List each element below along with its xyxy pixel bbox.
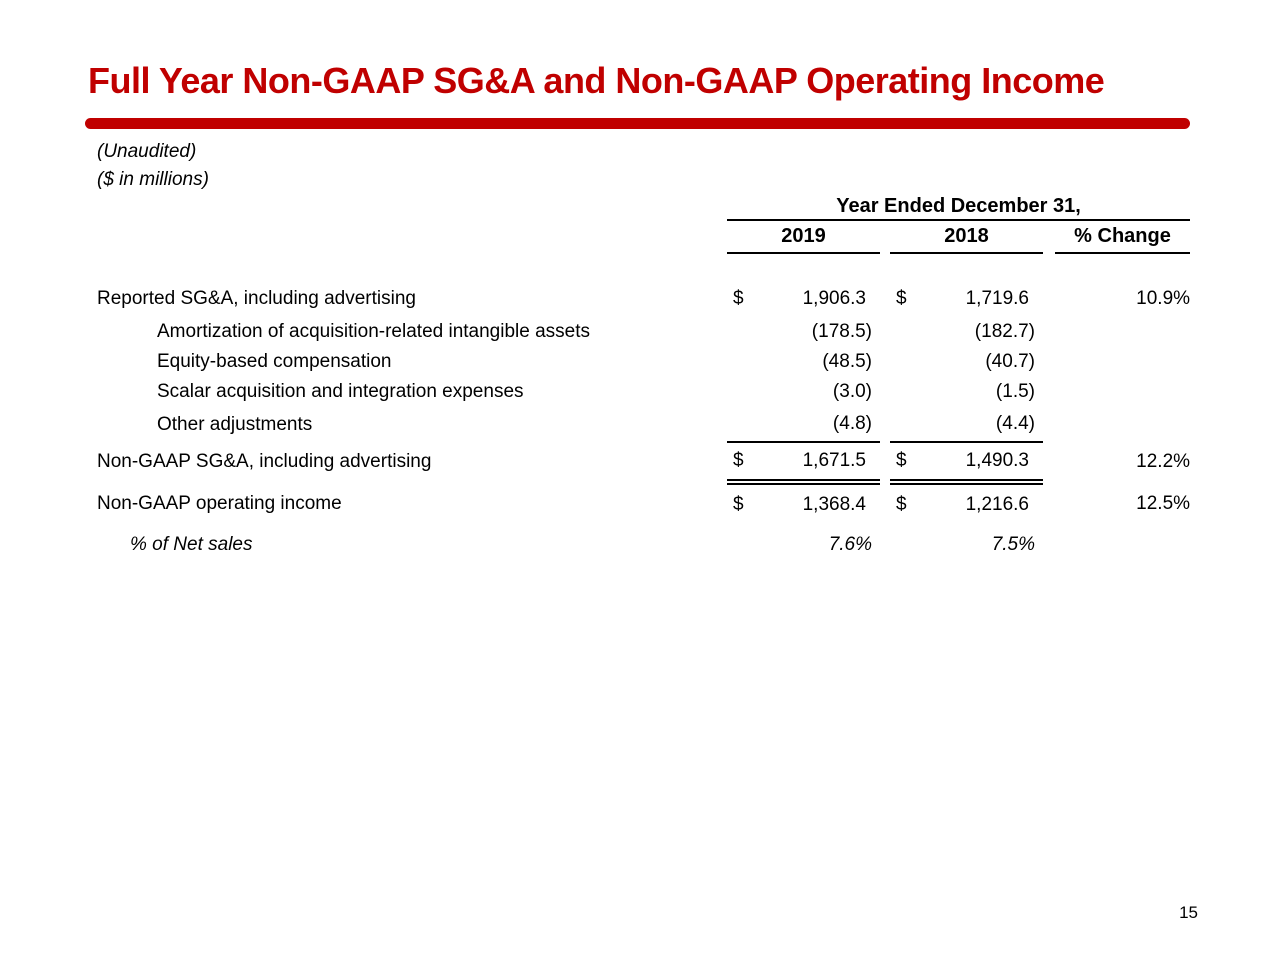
- value-2018: (1.5): [995, 381, 1035, 402]
- column-gap: [880, 282, 890, 316]
- change-cell: [1055, 525, 1190, 565]
- table-row-total: [97, 442, 1190, 482]
- value-cell-2019: [727, 377, 880, 407]
- change-cell: 12.2%: [1136, 451, 1191, 472]
- value-2019: 1,906.3: [802, 288, 866, 309]
- table-row: [97, 282, 1190, 316]
- column-gap: [1043, 282, 1055, 316]
- value-cell-2019: [727, 282, 880, 316]
- value-2018: (4.4): [995, 413, 1035, 434]
- table-row: [97, 407, 1190, 442]
- value-cell-2019: [727, 482, 880, 525]
- value-2018: 1,719.6: [965, 288, 1029, 309]
- currency-symbol: $: [896, 494, 907, 515]
- column-gap: [880, 442, 890, 482]
- value-2019: 7.6%: [828, 534, 872, 555]
- column-gap: [1043, 347, 1055, 377]
- change-cell: [1055, 407, 1190, 442]
- value-cell-2018: [890, 347, 1043, 377]
- value-2018: (40.7): [985, 351, 1035, 372]
- column-gap: [880, 316, 890, 347]
- column-header-row: [97, 220, 1190, 253]
- column-gap: [880, 377, 890, 407]
- page-number: 15: [1179, 903, 1198, 922]
- financial-table: [97, 193, 1190, 565]
- value-cell-2019: [727, 525, 880, 565]
- column-gap: [880, 220, 890, 253]
- value-2018: 7.5%: [991, 534, 1035, 555]
- column-gap: [880, 347, 890, 377]
- value-cell-2019: [727, 407, 880, 442]
- value-cell-2019: [727, 316, 880, 347]
- column-gap: [1043, 316, 1055, 347]
- units-note: ($ in millions): [97, 169, 209, 190]
- spacer-row: [97, 253, 1190, 282]
- col-header-change: % Change: [1055, 220, 1190, 253]
- column-gap: [1043, 377, 1055, 407]
- currency-symbol: $: [733, 494, 744, 515]
- column-gap: [1043, 442, 1055, 482]
- value-2019: 1,671.5: [802, 450, 866, 471]
- span-header: Year Ended December 31,: [727, 193, 1190, 220]
- change-cell: [1055, 377, 1190, 407]
- value-cell-2018: [890, 442, 1043, 482]
- currency-symbol: $: [896, 288, 907, 309]
- value-cell-2019: [727, 442, 880, 482]
- row-label: % of Net sales: [130, 534, 253, 555]
- col-header-2018: 2018: [890, 220, 1043, 253]
- value-2019: (48.5): [822, 351, 872, 372]
- column-gap: [1043, 220, 1055, 253]
- change-cell: [1055, 347, 1190, 377]
- value-2018: 1,490.3: [965, 450, 1029, 471]
- col-header-2019: 2019: [727, 220, 880, 253]
- change-cell: [1055, 316, 1190, 347]
- table-row: [97, 347, 1190, 377]
- row-label: Non-GAAP SG&A, including advertising: [97, 451, 432, 472]
- row-label: Amortization of acquisition-related intangible assets: [157, 320, 591, 342]
- value-2018: 1,216.6: [965, 494, 1029, 515]
- value-cell-2018: [890, 377, 1043, 407]
- value-cell-2018: [890, 407, 1043, 442]
- value-cell-2018: [890, 316, 1043, 347]
- table-row: [97, 316, 1190, 347]
- value-cell-2018: [890, 525, 1043, 565]
- unaudited-note: (Unaudited): [97, 141, 197, 162]
- column-gap: [880, 407, 890, 442]
- table-row: [97, 377, 1190, 407]
- column-gap: [1043, 407, 1055, 442]
- value-cell-2018: [890, 282, 1043, 316]
- page-title: Full Year Non-GAAP SG&A and Non-GAAP Operating Income: [88, 60, 1105, 101]
- value-2019: (4.8): [832, 413, 872, 434]
- value-2018: (182.7): [974, 320, 1035, 342]
- change-cell: 12.5%: [1136, 492, 1191, 514]
- row-label: Reported SG&A, including advertising: [97, 288, 416, 309]
- title-underline-bar: [85, 118, 1190, 129]
- table-row: [97, 525, 1190, 565]
- value-cell-2018: [890, 482, 1043, 525]
- row-label: Scalar acquisition and integration expenses: [157, 381, 524, 402]
- row-label: Equity-based compensation: [157, 351, 392, 372]
- currency-symbol: $: [896, 450, 907, 471]
- column-gap: [1043, 525, 1055, 565]
- column-gap: [1043, 482, 1055, 525]
- currency-symbol: $: [733, 450, 744, 471]
- value-2019: (178.5): [811, 320, 872, 342]
- column-gap: [880, 525, 890, 565]
- change-cell: 10.9%: [1136, 288, 1191, 309]
- table-row: [97, 482, 1190, 525]
- row-label: Other adjustments: [157, 413, 313, 435]
- span-header-row: [97, 193, 1190, 220]
- currency-symbol: $: [733, 288, 744, 309]
- row-label: Non-GAAP operating income: [97, 492, 342, 514]
- column-gap: [880, 482, 890, 525]
- value-2019: (3.0): [832, 381, 872, 402]
- value-2019: 1,368.4: [802, 494, 866, 515]
- value-cell-2019: [727, 347, 880, 377]
